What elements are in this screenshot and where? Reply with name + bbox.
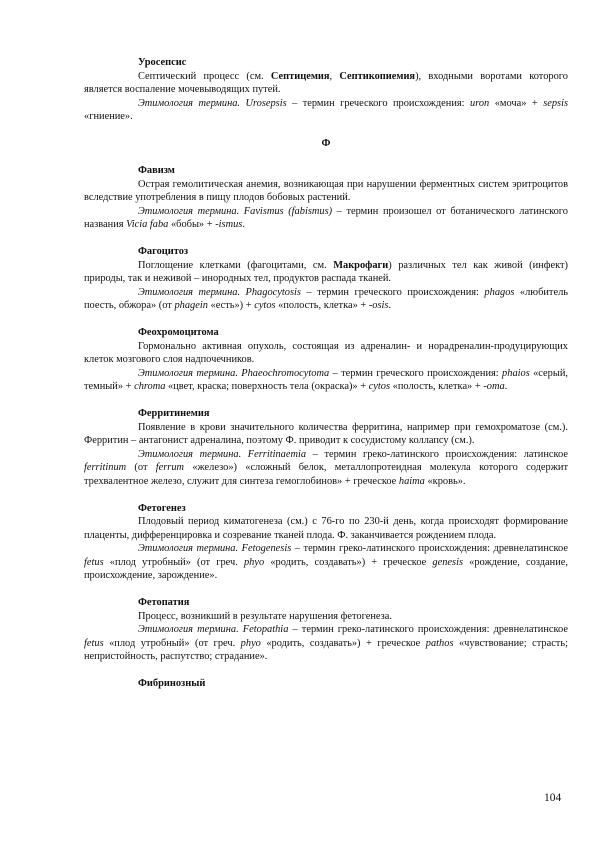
dictionary-entry xyxy=(84,502,568,583)
entry-definition: Острая гемолитическая анемия, возникающая при нарушении ферментных систем эритроцитов вследствие употребления в пищу плодов бобовых растений. xyxy=(84,178,568,203)
entry-definition: Процесс, возникший в результате нарушения фетогенеза. xyxy=(138,610,392,622)
entry-term: Фагоцитоз xyxy=(138,246,189,257)
entry-etymology: Этимология термина. Fetogenesis – термин греко-латинского происхождения: древнелатинское fetus «плод утробный» (от греч. phyo «родить, создавать») + греческое genesis «рождение, создание, происхождение, зарождение». xyxy=(84,543,568,581)
page-number: 104 xyxy=(544,792,562,804)
dictionary-entry xyxy=(84,677,568,691)
entry-term: Фетогенез xyxy=(138,502,186,514)
dictionary-entry xyxy=(84,164,568,232)
entry-definition: Гормонально активная опухоль, состоящая из адреналин- и норадреналин-продуцирующих клеток мозгового слоя надпочечников. xyxy=(84,340,568,365)
entries-before-letter xyxy=(84,56,568,124)
entries-list xyxy=(84,164,568,691)
dictionary-entry xyxy=(84,407,568,488)
entry-etymology: Этимология термина. Phaeochromocytoma – термин греческого происхождения: phaios «серый, темный» + chroma «цвет, краска; поверхность тела (окраска)» + cytos «полость, клетка» + -oma. xyxy=(84,367,568,392)
entry-etymology: Этимология термина. Favismus (fabismus) – термин произошел от ботанического латинского названия Vicia faba «бобы» + -ismus. xyxy=(84,205,568,230)
entry-etymology: Этимология термина. Ferritinaemia – термин греко-латинского происхождения: латинское ferritinum (от ferrum «железо») «сложный белок, металлопротеидная молекула которого содержит трехвалентное железо, служит для синтеза гемоглобинов» + греческое haima «кровь». xyxy=(84,448,568,487)
entry-definition: Септический процесс (см. Септицемия, Септикопиемия), входными воротами которого является воспаление мочевыводящих путей. xyxy=(84,70,569,95)
entry-term: Фибринозный xyxy=(138,678,206,689)
dictionary-entry xyxy=(84,56,568,124)
entry-term: Фавизм xyxy=(138,165,175,176)
dictionary-entry xyxy=(84,326,568,394)
entry-term: Уросепсис xyxy=(138,57,187,68)
dictionary-entry xyxy=(84,596,568,664)
entry-definition: Плодовый период киматогенеза (см.) с 76-го по 230-й день, когда происходят формирование плаценты, дифференцировка и созревание тканей плода. Ф. заканчивается рождением плода. xyxy=(84,516,568,541)
entry-etymology: Этимология термина. Urosepsis – термин греческого происхождения: uron «моча» + sepsis «гниение». xyxy=(84,97,569,122)
entry-etymology: Этимология термина. Phagocytosis – термин греческого происхождения: phagos «любитель поесть, обжора» (от phagein «есть») + cytos «полость, клетка» + -osis. xyxy=(84,286,568,311)
entry-etymology: Этимология термина. Fetopathia – термин греко-латинского происхождения: древнелатинское fetus «плод утробный» (от греч. phyo «родить, создавать») + греческое pathos «чувствование; страсть; непристойность, распутство; страдание». xyxy=(84,624,568,662)
entry-definition: Поглощение клетками (фагоцитами, см. Макрофаги) различных тел как живой (инфект) природы, так и неживой – инородных тел, продуктов распада тканей. xyxy=(84,259,568,284)
entry-term: Фетопатия xyxy=(138,597,190,608)
document-page xyxy=(84,56,568,704)
dictionary-entry xyxy=(84,245,568,313)
letter-heading: Ф xyxy=(321,138,331,149)
entry-definition: Появление в крови значительного количества ферритина, например при гемохроматозе (см.). Ферритин – антагонист адреналина, поэтому Ф. приводит к сосудистому коллапсу (см.). xyxy=(84,421,568,446)
entry-term: Ферритинемия xyxy=(138,408,210,419)
entry-term: Феохромоцитома xyxy=(138,327,219,338)
